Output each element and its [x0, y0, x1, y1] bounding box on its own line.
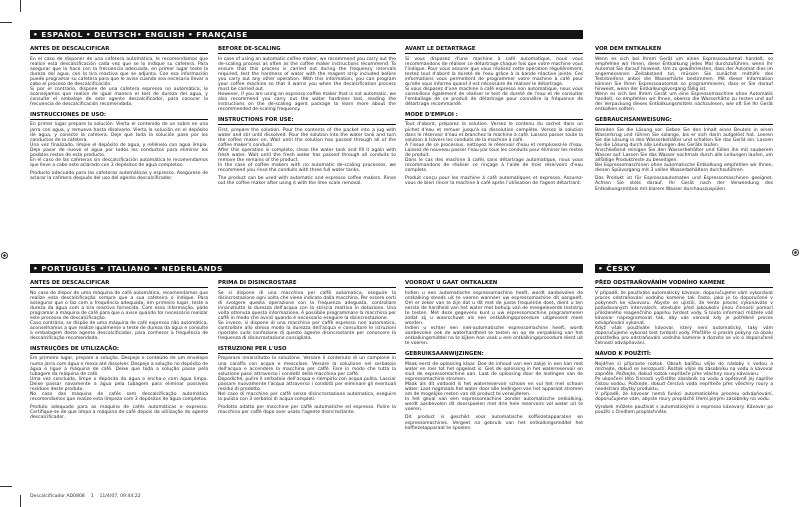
paragraph: Produto adequado para as máquina de cafés automáticas e expresso. Certifique-se de que limpa a máquina de café depois da utilização do agente descalcificador.	[30, 405, 208, 421]
paragraph: Producto adecuado para las cafeteras automáticas y espresso. Asegúrese de aclarar la cafetera después del uso del agente descalcificador.	[30, 171, 208, 182]
paragraph: In het geval van een espressomachine zonder automatische ontkalking, wordt aanbevolen dit doorspoelen met drie hele reservoirs vol water uit te voeren.	[405, 396, 583, 412]
paragraph: Si vous disposez d'une machine à café automatique, nous vous recommandons de réaliser ce détartrage chaque fois que votre machine vous l'indique. Pour vous assurer que vous réalisez cette opération régulièrement, testez tout d'abord la dureté de l'eau grâce à la bande réactive jointe. Ces informations vous permettent de programmer votre machine à café pour qu'elle vous informe quand il est nécessaire de réaliser le détartrage.	[405, 56, 583, 87]
paragraph: Preparare innanzitutto la soluzione. Versare il contenuto di un campione in una caraffa con acqua e mescolare. Versare la soluzione nel serbatoio dell'acqua e accendere la macchina per caffè. Fare in modo che tutta la soluzione passi attraverso i condotti della macchina per caffè.	[218, 356, 396, 377]
registration-mark-icon	[1, 252, 8, 259]
paragraph: No caso das máquina de cafés sem descalcificação automática recomendamos que realize esta limpeza com 3 depósitos de água completos.	[30, 391, 208, 402]
instruction-section	[218, 280, 396, 341]
paragraph: However, if you are using an espresso coffee maker that is not automatic, we also recommend you carry out the water hardness test, reading the instructions on the de-scaling agent package to learn more about the recommended de-scaling frequency.	[218, 91, 396, 112]
language-band-bottom: • PORTUGUÊS • ITALIANO • NEDERLANDS	[30, 264, 583, 273]
column-german	[595, 46, 773, 197]
paragraph: Das Produkt ist für Espressoautomaten und Espressomaschinen geeignet. Achten Sie stets darauf, Ihr Gerät nach der Verwendung des Entkalkungsmittels mit klarem Wasser durchauszuspülen.	[595, 176, 773, 192]
language-band-top: • ESPAÑOL • DEUTSCH• ENGLISH • FRANÇAISE	[30, 30, 583, 39]
section-heading: GEBRUIKSAANWIJZINGEN:	[405, 351, 583, 359]
instruction-section	[405, 280, 583, 346]
crop-mark	[0, 486, 12, 487]
section-heading: BEFORE DE-SCALING	[218, 46, 396, 54]
section-heading: NÁVOD K POUŽITÍ:	[595, 351, 773, 359]
paragraph: V případě, že kávovar nemá funkci automatického procesu odvápňování, doporučujeme vám, abyste roury propláchli třemi plnými zásobníky na vodu.	[595, 391, 773, 402]
paragraph: Po ukončení této činnosti vyčistěte zásobník na vodu a opětovně jej naplňte čistou vodou. Počkejte, dokud čerstvá voda nepřiteče přes všechny roury a neodstraní zbytky produktu.	[595, 376, 773, 392]
section-heading: ANTES DE DESCALCIFICAR	[30, 280, 208, 288]
section-heading: VOR DEM ENTKALKEN	[595, 46, 773, 54]
section-heading: VOORDAT U GAAT ONTKALKEN	[405, 280, 583, 288]
column-french	[405, 46, 583, 192]
instruction-section	[30, 280, 208, 341]
paragraph: Prodotto adatto per macchine per caffè automatiche ed espresso. Pulire la macchina per caffè dopo aver usato l'agente disincrostante.	[218, 405, 396, 416]
section-heading: ANTES DE DESCALCIFICAR	[30, 46, 208, 54]
paragraph: A l'issue de ce processus, nettoyez le réservoir d'eau et remplissez-le d'eau. Laissez de nouveau passer l'eau par tous les conduits pour éliminer les restes de produit.	[405, 142, 583, 158]
paragraph: Wenn es sich bei Ihrem Gerät um einen Espressoautomat handelt, so empfehlen wir Ihnen, diese Entkalkung jedes Mal durchzuführen, wenn Ihr Automat Sie darauf hinweist. Um zu gewährleisten, dass der Automat dies im angemessenen Zeitabstand tut, müssen Sie zunächst mithilfe des Teststreifens anbei die Wasserhärte bestimmen. Mit dieser Information können Sie Ihren Espressoautomat so programmieren, dass er Sie darauf hinweist, wenn der Entkalkungsvorgang fällig ist.	[595, 56, 773, 92]
paragraph: Si por el contrario, dispone de una cafetera espresso no automática, le aconsejamos que realice de igual manera el test de dureza del agua, y consulte el embalaje de este agente descalcificador, para conocer la frecuencia de descalcificación recomendada.	[30, 86, 208, 107]
paragraph: Indien u echter een niet-automatische espressomachine heeft, wordt aanbevolen ook de waterhardheid te testen en op de verpakking van het ontkalkingsmiddel na te kijken hoe vaak u een ontkalkingsprocedure dient uit te voeren.	[405, 325, 583, 346]
paragraph: En el caso de las cafeteras sin descalcificación automática le recomendamos que lleve a cabo este aclarado con 3 depósitos de agua completos.	[30, 157, 208, 168]
paragraph: Anschließend reinigen Sie den Wasserbehälter und füllen ihn mit sauberem Wasser auf. Lassen Sie das Wasser nochmals durch alle Leitungen laufen, um allfällige Produktreste zu beseitigen.	[595, 147, 773, 163]
paragraph: V případě, že používáte automatický kávovar, doporučujeme vám vykonávat proces odstraňování vodního kamene tak často, jako je to doporučené v pokynech ke kávovaru. Abyste se ujistili, že tento proces vykonáváte v požadovaných intervalech, otestujte před jakoukoliv jinou činností pomocí přiloženého reagenčního papírku tvrdost vody. S touto informací můžete váš kávovar naprogramovat tak, aby vás varoval kdy je potřebné proces odvápňování vykonat.	[595, 290, 773, 326]
paragraph: Když však používáte kávovar, který není automatický, taky vám doporučujeme vykonat test tvrdosti vody. Přečtěte si prosím pokyny na obalu prostředku pro odstraňování vodního kamene a dozvíte se víc o doporučené četnosti odvápňování.	[595, 325, 773, 346]
section-heading: INSTRUCCIONES DE USO:	[30, 112, 208, 120]
paragraph: Se si dispone di una macchina per caffè automatica, eseguire la disincrostazione ogni volta che viene indicato dalla macchina. Per essere certi di svolgere questa operazione con la frequenza adeguata, controllare innanzitutto la durezza dell'acqua con la striscia reattiva in dotazione. Una volta ottenuta questa informazione, è possibile programmare la macchina per caffè in modo che avvisi quando è necessario eseguire la disincrostazione.	[218, 290, 396, 321]
section-heading: AVANT LE DETARTRAGE	[405, 46, 583, 54]
column-dutch	[405, 280, 583, 436]
column-english	[218, 46, 396, 192]
paragraph: Em primeiro lugar, prepare a solução. Despeje o conteúdo de um envelope numa jarra com água e mexa até dissolver. Despeje a solução no depósito de água e ligue a máquina de café. Deixe que toda a solução passe pela tubagem da máquina de café.	[30, 356, 208, 377]
column-spanish	[30, 46, 208, 186]
column-portuguese	[30, 280, 208, 426]
paragraph: First, prepare the solution. Pour the contents of the packet into a jug with water and stir until dissolved. Pour the solution into the water tank and turn the coffee maker on. Wait until the solution has passed through all of the coffee maker's conduits.	[218, 127, 396, 148]
paragraph: After this operation is complete, clean the water tank and fill it again with fresh water. Wait until the fresh water has passed through all conduits to remove the remains of the product.	[218, 147, 396, 163]
paragraph: Se invece, si dispone di una macchina per caffè espresso non automatica, controllare allo stesso modo la durezza dell'acqua e consultare le istruzioni riportate sulla confezione di questo agente disincrostante per conoscere la frequenza di disincrostazione consigliata.	[218, 320, 396, 341]
paragraph: Una vez finalizado, limpie el depósito de agua, y rellénelo con agua limpia. Deje pasar de nuevo el agua por todos los conductos para eliminar los posibles restos de este producto.	[30, 142, 208, 158]
paragraph: Maak eerst de oplossing klaar. Doe de inhoud van een zakje in een kan met water en roer tot het opgelost is. Giet de oplossing in het waterreservoir en sluit de espressomachine aan. Laat de oplossing door de leidingen van de espressomachine stromen.	[405, 361, 583, 382]
instruction-section	[595, 280, 773, 346]
instruction-section	[30, 46, 208, 107]
registration-mark-icon	[792, 249, 799, 256]
paragraph: Dit product is geschikt voor automatische koffiezetapparaten en espressomachines. Vergeet na gebruik van het ontkalkingsmiddel het koffiezetapparaat te spoelen.	[405, 415, 583, 431]
instruction-section	[218, 117, 396, 187]
paragraph: In case of using an automatic coffee maker, we recommend you carry out the de-scaling process as often as the coffee maker instructions recommend. To ensure that this process is carried out during the frequency intervals required, test the hardness of water with the reagent strip included before you carry out any other operation. With this information, you can program your coffee machine so that it warns you when the decalcification process must be carried out.	[218, 56, 396, 92]
paragraph: Si vous disposez d'une machine à café espresso non automatique, nous vous conseillons également de réaliser le test de dureté de l'eau et de consulter l'emballage de ce produit de détartrage pour connaître la fréquence de détartrage recommandé.	[405, 86, 583, 107]
instruction-section	[30, 112, 208, 182]
paragraph: The product can be used with automatic and espresso coffee makers. Rinse out the coffee maker after using it with the lime scale removal.	[218, 176, 396, 187]
paragraph: Nejdříve si připravte roztok. Obsah balíčku vlijte do nádoby s vodou a míchejte, dokud se nerozpustí. Roztok vlijte do zásobníku na vodu a kávovar zapněte. Počkejte, dokud roztok nepřiteče přes všechny roury kávovaru.	[595, 361, 773, 377]
section-heading: INSTRUCTIONS FOR USE:	[218, 117, 396, 125]
instruction-section	[595, 351, 773, 415]
crop-mark	[20, 0, 21, 12]
print-footer: Descalcificador AD0808 1 11/4/07, 09:44:22	[30, 494, 141, 499]
crop-mark	[20, 495, 21, 507]
instruction-section	[218, 346, 396, 416]
instruction-section	[218, 46, 396, 112]
column-czech	[595, 280, 773, 420]
paragraph: Wenn es sich bei Ihrem Gerät um eine Espressomaschine ohne Automatik handelt, so empfehlen wir Ihnen, ebenso die Wasserhärte zu testen und auf der Verpackung dieses Entkalkungsmittels nachzulesen, wie oft Sie Ihr Gerät entkalken sollten.	[595, 91, 773, 112]
paragraph: Uma vez concluído, limpe o depósito da água e encha-o com água limpa. Deixe passar novamente a água pela tubagem para eliminar possíveis resíduos deste produto.	[30, 376, 208, 392]
paragraph: Caso contrário, se dispõe de uma máquina de café expresso não automática, aconselhamos a que realize igualmente o teste de dureza da água e consulte a embalagem deste agente descalcificador, para conhecer a frequência de descalcificação recomendada.	[30, 320, 208, 341]
instruction-section	[405, 46, 583, 107]
paragraph: En el caso de disponer de una cafetera automática, le recomendamos que realice esta descalcificación cada vez que se lo indique su cafetera. Para asegurar que lo hace con la frecuencia adecuada, en primer lugar teste la dureza del agua, con la tira reactiva que se adjunta. Con esa información puede programar su cafetera para que le avise cuando sea necesario llevar a cabo el proceso de descalcificación.	[30, 56, 208, 87]
language-band-czech: • ČESKY	[595, 264, 770, 273]
instruction-section	[595, 117, 773, 192]
instruction-section	[405, 112, 583, 187]
section-heading: PRIMA DI DISINCROSTARE	[218, 280, 396, 288]
paragraph: No caso de dispor de uma máquina de café automática, recomendamos que realize esta descalcificação sempre que a sua cafeteira o indique. Para assegurar que o faz com a frequência adequada, em primeiro lugar, teste a dureza da água com a tira reactiva fornecida. Com essa informação, pode programar a máquina de café para que o avise quando for necessário realizar este processo de descalcificação.	[30, 290, 208, 321]
crop-mark	[0, 22, 12, 23]
section-heading: GEBRAUCHSANWEISUNG:	[595, 117, 773, 125]
paragraph: Bei Espressomaschinen ohne automatische Entkalkung empfehlen wir Ihnen, diesen Spülvorgang mit 3 vollen Wasserbehältern durchzuführen.	[595, 162, 773, 173]
paragraph: Nel caso di macchine per caffè senza disincrostazione automatica, eseguire la pulizia con 3 serbatoi di acqua completi.	[218, 391, 396, 402]
column-italian	[218, 280, 396, 420]
section-heading: PŘED ODSTRAŇOVÁNÍM VODNÍHO KAMENE	[595, 280, 773, 288]
paragraph: Bereiten Sie die Lösung vor. Geben Sie den Inhalt eines Beutels in einen Wasserkrug und rühren Sie solange, bis er sich darin aufgelöst hat. Leeren Sie die Lösung in den Wasserbehälter und schalten Sie das Gerät ein. Lassen Sie die Lösung durch alle Leitungen des Geräts laufen.	[595, 127, 773, 148]
instruction-section	[30, 346, 208, 421]
instruction-section	[405, 351, 583, 431]
paragraph: In the case of coffee makers with no automatic de-scaling processes, we recommend you rinse the conduits with three full water tanks.	[218, 162, 396, 173]
paragraph: Výrobek můžete používat s automatickými a espresso kávovary. Kávovar po použití s činidlem propláchněte.	[595, 405, 773, 416]
paragraph: Dopodiché, pulire il serbatoio dell'acqua e riempirlo con acqua pulita. Lasciar passare nuovamente l'acqua attraverso i condotti per eliminare gli eventuali residui di prodotto.	[218, 376, 396, 392]
section-heading: ISTRUZIONI PER L'USO	[218, 346, 396, 354]
instruction-section	[595, 46, 773, 112]
paragraph: Produit conçu pour les machine à café automatiques et expresso. Assurez-vous de bien rincer la machine à café après l'utilisation de l'agent détartrant.	[405, 176, 583, 187]
paragraph: Indien u een automatische espressomachine heeft, wordt aanbevolen de ontkalking steeds uit te voeren wanneer uw espressomachine dit aangeeft. Om er zeker van te zijn dat u dit met de juiste frequentie doet, dient u ten eerste de hardheid van het water met behulp van de meegeleverde teststrip te testen. Met deze gegevens kunt u uw espressomachine programmeren zodat zij u waarschuwt als een ontkalkingsprocedure uitgevoerd moet worden.	[405, 290, 583, 326]
paragraph: En primer lugar prepare la solución. Vierta el contenido de un sobre en una jarra con agua, y remueva hasta disolverlo. Vierta la solución en el depósito de agua, y conecte la cafetera. Deje que toda la solución pase por los conductos de la cafetera.	[30, 122, 208, 143]
section-heading: MODE D'EMPLOI :	[405, 112, 583, 120]
paragraph: Dans le cas des machine à cafés sans détartrage automatique, nous vous recommandons de réaliser ce rinçage à l'aide de trois réservoirs d'eau complets.	[405, 157, 583, 173]
section-heading: INSTRUÇÕES DE UTILIZAÇÃO:	[30, 346, 208, 354]
paragraph: Maak als dit voltooid is het waterreservoir schoon en vul het met schoon water. Laat nogmaals het water door alle leidingen van het apparaat stromen om de mogelijke resten van dit product te verwijderen.	[405, 381, 583, 397]
paragraph: Tout d'abord, préparez la solution. Versez le contenu du sachet dans un pichet d'eau et remuer jusqu'à sa dissolution complète. Versez la solution dans le réservoir d'eau et branchez la machine à café. Laissez passer toute la solution à travers les conduits de la machine à café.	[405, 122, 583, 143]
